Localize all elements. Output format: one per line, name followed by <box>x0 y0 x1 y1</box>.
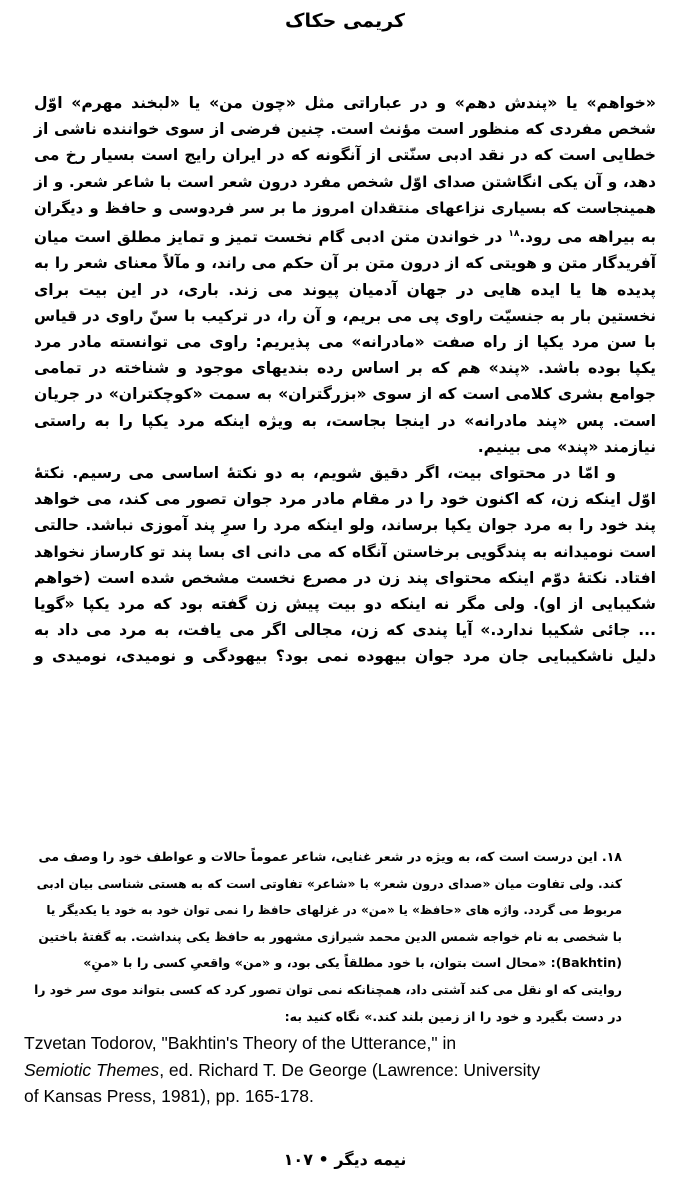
text-line: نخستین بار به جنسیّت راوی پی می بریم، و آن را، در ترکیب با سنّ راوی در قیاس <box>34 306 656 325</box>
text-line: پدیده ها یا ایده هایی در جهان آدمیان پیوند می زند. باری، در این بیت برای <box>34 280 656 299</box>
text-line: افتاد. نکتهٔ دوّم اینکه محتوای پند زن در مصرع نخست مشخص شده است (خواهم <box>34 568 656 587</box>
text-segment: در خواندن متن ادبی گام نخست تمیز و تمایز مطلق است میان <box>34 228 509 247</box>
text-line: است نومیدانه به پندگویی برخاستن آنگاه که می دانی ای بسا پند تو کارساز نخواهد <box>34 542 656 561</box>
text-line: نیازمند «پند» می بینیم. <box>477 437 656 456</box>
text-line: شخص مفردی که منظور است مؤنث است. چنین فرضی از سوی خواننده ناشی از <box>34 120 656 139</box>
footnote-line: کند. ولی تفاوت میان «صدای درون شعر» با «شاعر» تفاوتی است که به هستی شناسی بیان ادبی <box>36 876 622 891</box>
text-line: اوّل اینکه زن، که اکنون خود را در مقام مادر مرد جوان تصور می کند، می خواهد <box>34 490 656 509</box>
text-line: خطایی است که در نقد ادبی سنّتی از آنگونه که در ایران رایج است بسیار رخ می <box>34 146 656 165</box>
footnote-line: مربوط می گردد. واژه های «حافظ» یا «من» در غزلهای حافظ را نمی توان خود به خود یا یکدیگر یا <box>46 903 622 918</box>
text-line: و امّا در محتوای بیت، اگر دقیق شویم، به دو نکتهٔ اساسی می رسیم. نکتهٔ <box>34 463 616 482</box>
citation-line: Tzvetan Todorov, "Bakhtin's Theory of the Utterance," in <box>24 1033 457 1053</box>
footnote-citation <box>24 1030 670 1110</box>
text-line: دلیل ناشکیبایی جان مرد جوان بیهوده نمی بود؟ بیهودگی و نومیدی، نومیدی و <box>34 647 656 666</box>
footnote-line: روایتی که او نقل می کند آشتی داد، همچنانکه نمی توان تصور کرد که کسی بتواند موی سر خود را <box>34 982 622 997</box>
paragraph-1 <box>34 90 656 460</box>
paragraph-2 <box>34 460 656 670</box>
text-line: جوامع بشری کلامی است که از سوی «بزرگتران» به سمت «کوچکتران» در جریان <box>34 385 656 404</box>
citation-line <box>24 1057 670 1084</box>
running-header: کریمی حکاک <box>285 10 405 32</box>
text-line: آفریدگار متن و هویتی که از درون متن بر آن حکم می راند، و مآلاً معنای شعر را به <box>34 254 656 273</box>
citation-text: , ed. Richard T. De George (Lawrence: University <box>159 1059 541 1080</box>
text-line: است. پس «پند مادرانه» در اینجا بجاست، به ویژه اینکه مرد یکپا را به راستی <box>34 411 656 430</box>
citation-title: Semiotic Themes <box>24 1059 160 1080</box>
text-line <box>34 221 656 250</box>
text-line: «خواهم» یا «پندش دهم» و در عباراتی مثل «چون من» یا «لبخند مهرم» اوّل <box>34 94 656 112</box>
citation-line: of Kansas Press, 1981), pp. 165-178. <box>24 1086 314 1106</box>
text-line: همینجاست که بسیاری نزاعهای منتقدان امروز ما بر سر فردوسی و حافظ و دیگران <box>34 198 656 217</box>
text-line: شکیبایی از او). ولی مگر نه اینکه دو بیت پیش زن گفته بود که مرد یکپا «گویا <box>34 594 656 613</box>
footnote-line: با شخصی به نام خواجه شمس الدین محمد شیرازی مشهور به حافظ یکی پنداشت. به گفتهٔ باختین <box>38 929 622 944</box>
footnote-line: (Bakhtin): «محال است بتوان، با خود مطلقاً یکی بود، و «من» واقعیِ کسی را با «منِ» <box>83 955 622 971</box>
footnote-reference[interactable]: ۱۸ <box>508 229 520 240</box>
text-line: ... جائی شکیبا ندارد.» آیا پندی که زن، مجالی اگر می یافت، به مرد می داد به <box>34 621 656 640</box>
text-segment: به بیراهه می رود. <box>519 228 656 247</box>
footnote-line: ۱۸. این درست است که، به ویژه در شعر غنایی، شاعر عموماً حالات و عواطف خود را وصف می <box>38 849 622 864</box>
footnote-line: در دست بگیرد و خود را از زمین بلند کند.» نگاه کنید به: <box>284 1008 622 1024</box>
text-line: با سن مرد یکپا از راه صفت «مادرانه» می پذیریم: راوی می توانسته مادر مرد <box>34 332 656 351</box>
main-text <box>34 90 656 670</box>
text-line: پند خود را به مرد جوان یکپا برساند، ولو اینکه مرد را سرِ پند آموزی نباشد. حالتی <box>34 516 656 535</box>
text-line: دهد، و آن یکی انگاشتن صدای اوّل شخص مفرد درون شعر است با شاعر شعر. و از <box>34 172 656 191</box>
text-line: یکپا بوده باشد. «پند» هم که بر اساس رده بندیهای موجود و شناخته در تمامی <box>34 359 656 378</box>
page-footer: نیمه دیگر • ۱۰۷ <box>283 1150 407 1169</box>
footnote-18 <box>34 844 622 1030</box>
